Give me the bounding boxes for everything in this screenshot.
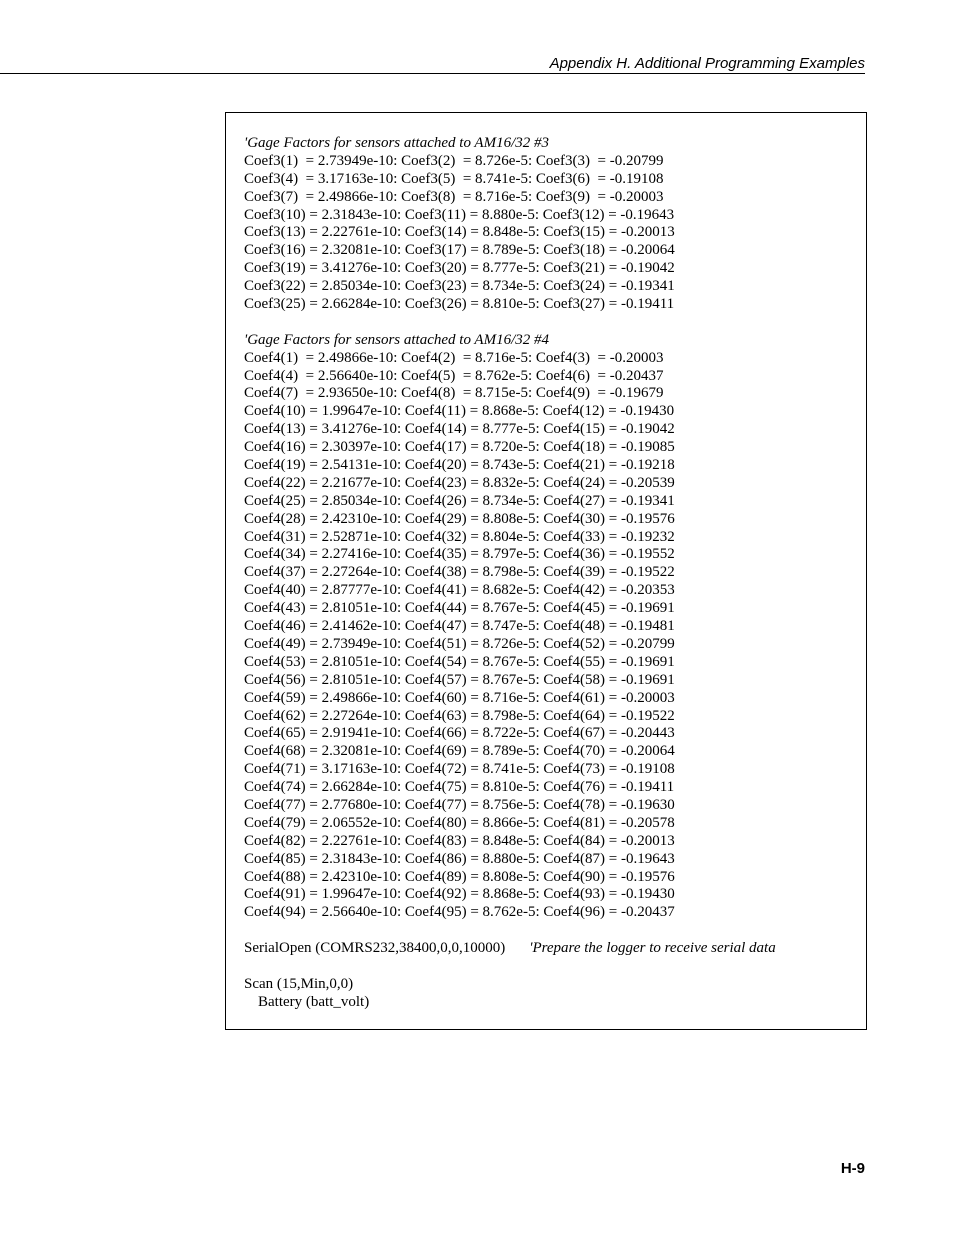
code-line: Coef4(4) = 2.56640e-10: Coef4(5) = 8.762e-5: Coef4(6) = -0.20437 bbox=[244, 367, 664, 384]
code-line: Coef4(31) = 2.52871e-10: Coef4(32) = 8.804e-5: Coef4(33) = -0.19232 bbox=[244, 528, 675, 545]
code-line: Coef4(19) = 2.54131e-10: Coef4(20) = 8.743e-5: Coef4(21) = -0.19218 bbox=[244, 457, 675, 474]
coef4-block bbox=[244, 350, 858, 923]
blank-line bbox=[244, 314, 858, 332]
code-line: Coef3(10) = 2.31843e-10: Coef3(11) = 8.880e-5: Coef3(12) = -0.19643 bbox=[244, 206, 675, 223]
code-line: Coef3(16) = 2.32081e-10: Coef3(17) = 8.789e-5: Coef3(18) = -0.20064 bbox=[244, 242, 675, 259]
code-line: Coef4(37) = 2.27264e-10: Coef4(38) = 8.798e-5: Coef4(39) = -0.19522 bbox=[244, 564, 675, 581]
code-line: Coef4(43) = 2.81051e-10: Coef4(44) = 8.767e-5: Coef4(45) = -0.19691 bbox=[244, 600, 675, 617]
code-line: Coef4(53) = 2.81051e-10: Coef4(54) = 8.767e-5: Coef4(55) = -0.19691 bbox=[244, 653, 675, 670]
page-header-title: Appendix H. Additional Programming Examples bbox=[549, 55, 865, 72]
coef3-block bbox=[244, 153, 858, 314]
code-line: Coef4(13) = 3.41276e-10: Coef4(14) = 8.777e-5: Coef4(15) = -0.19042 bbox=[244, 421, 675, 438]
code-line: Coef4(56) = 2.81051e-10: Coef4(57) = 8.767e-5: Coef4(58) = -0.19691 bbox=[244, 671, 675, 688]
code-line: Coef4(88) = 2.42310e-10: Coef4(89) = 8.808e-5: Coef4(90) = -0.19576 bbox=[244, 868, 675, 885]
header-rule bbox=[0, 73, 865, 74]
code-comment-am16-4: 'Gage Factors for sensors attached to AM16/32 #4 bbox=[244, 331, 549, 348]
code-line: Coef4(22) = 2.21677e-10: Coef4(23) = 8.832e-5: Coef4(24) = -0.20539 bbox=[244, 474, 675, 491]
scan-line: Scan (15,Min,0,0) bbox=[244, 975, 354, 992]
code-line: Coef4(16) = 2.30397e-10: Coef4(17) = 8.720e-5: Coef4(18) = -0.19085 bbox=[244, 439, 675, 456]
code-line: Coef4(10) = 1.99647e-10: Coef4(11) = 8.868e-5: Coef4(12) = -0.19430 bbox=[244, 403, 675, 420]
code-line: Coef3(1) = 2.73949e-10: Coef3(2) = 8.726e-5: Coef3(3) = -0.20799 bbox=[244, 152, 664, 169]
code-line: Coef4(71) = 3.17163e-10: Coef4(72) = 8.741e-5: Coef4(73) = -0.19108 bbox=[244, 761, 675, 778]
battery-line: Battery (batt_volt) bbox=[258, 993, 370, 1010]
serial-open-line bbox=[244, 940, 858, 958]
code-line: Coef4(28) = 2.42310e-10: Coef4(29) = 8.808e-5: Coef4(30) = -0.19576 bbox=[244, 510, 675, 527]
serial-open-comment: 'Prepare the logger to receive serial data bbox=[529, 940, 776, 957]
code-line: Coef4(65) = 2.91941e-10: Coef4(66) = 8.722e-5: Coef4(67) = -0.20443 bbox=[244, 725, 675, 742]
serial-open-code: SerialOpen (COMRS232,38400,0,0,10000) bbox=[244, 940, 506, 957]
code-line: Coef3(7) = 2.49866e-10: Coef3(8) = 8.716e-5: Coef3(9) = -0.20003 bbox=[244, 188, 664, 205]
code-line: Coef3(19) = 3.41276e-10: Coef3(20) = 8.777e-5: Coef3(21) = -0.19042 bbox=[244, 260, 675, 277]
code-line: Coef3(25) = 2.66284e-10: Coef3(26) = 8.810e-5: Coef3(27) = -0.19411 bbox=[244, 296, 675, 313]
code-line: Coef4(77) = 2.77680e-10: Coef4(77) = 8.756e-5: Coef4(78) = -0.19630 bbox=[244, 796, 675, 813]
code-listing bbox=[244, 135, 858, 1012]
code-line: Coef3(4) = 3.17163e-10: Coef3(5) = 8.741e-5: Coef3(6) = -0.19108 bbox=[244, 170, 664, 187]
code-line: Coef4(40) = 2.87777e-10: Coef4(41) = 8.682e-5: Coef4(42) = -0.20353 bbox=[244, 582, 675, 599]
code-line: Coef3(13) = 2.22761e-10: Coef3(14) = 8.848e-5: Coef3(15) = -0.20013 bbox=[244, 224, 675, 241]
code-line: Coef4(49) = 2.73949e-10: Coef4(51) = 8.726e-5: Coef4(52) = -0.20799 bbox=[244, 635, 675, 652]
code-comment-am16-3: 'Gage Factors for sensors attached to AM16/32 #3 bbox=[244, 135, 549, 151]
code-listing-box bbox=[225, 112, 867, 1030]
blank-line bbox=[244, 922, 858, 940]
code-line: Coef3(22) = 2.85034e-10: Coef3(23) = 8.734e-5: Coef3(24) = -0.19341 bbox=[244, 278, 675, 295]
code-line: Coef4(79) = 2.06552e-10: Coef4(80) = 8.866e-5: Coef4(81) = -0.20578 bbox=[244, 814, 675, 831]
code-line: Coef4(68) = 2.32081e-10: Coef4(69) = 8.789e-5: Coef4(70) = -0.20064 bbox=[244, 743, 675, 760]
code-line: Coef4(74) = 2.66284e-10: Coef4(75) = 8.810e-5: Coef4(76) = -0.19411 bbox=[244, 779, 675, 796]
code-line: Coef4(94) = 2.56640e-10: Coef4(95) = 8.762e-5: Coef4(96) = -0.20437 bbox=[244, 904, 675, 921]
code-line: Coef4(82) = 2.22761e-10: Coef4(83) = 8.848e-5: Coef4(84) = -0.20013 bbox=[244, 832, 675, 849]
code-line: Coef4(7) = 2.93650e-10: Coef4(8) = 8.715e-5: Coef4(9) = -0.19679 bbox=[244, 385, 664, 402]
code-line: Coef4(59) = 2.49866e-10: Coef4(60) = 8.716e-5: Coef4(61) = -0.20003 bbox=[244, 689, 675, 706]
code-line: Coef4(91) = 1.99647e-10: Coef4(92) = 8.868e-5: Coef4(93) = -0.19430 bbox=[244, 886, 675, 903]
page-number: H-9 bbox=[840, 1160, 865, 1177]
code-line: Coef4(34) = 2.27416e-10: Coef4(35) = 8.797e-5: Coef4(36) = -0.19552 bbox=[244, 546, 675, 563]
code-line: Coef4(25) = 2.85034e-10: Coef4(26) = 8.734e-5: Coef4(27) = -0.19341 bbox=[244, 492, 675, 509]
blank-line bbox=[244, 958, 858, 976]
code-line: Coef4(62) = 2.27264e-10: Coef4(63) = 8.798e-5: Coef4(64) = -0.19522 bbox=[244, 707, 675, 724]
code-line: Coef4(1) = 2.49866e-10: Coef4(2) = 8.716e-5: Coef4(3) = -0.20003 bbox=[244, 349, 664, 366]
code-line: Coef4(85) = 2.31843e-10: Coef4(86) = 8.880e-5: Coef4(87) = -0.19643 bbox=[244, 850, 675, 867]
code-line: Coef4(46) = 2.41462e-10: Coef4(47) = 8.747e-5: Coef4(48) = -0.19481 bbox=[244, 618, 675, 635]
